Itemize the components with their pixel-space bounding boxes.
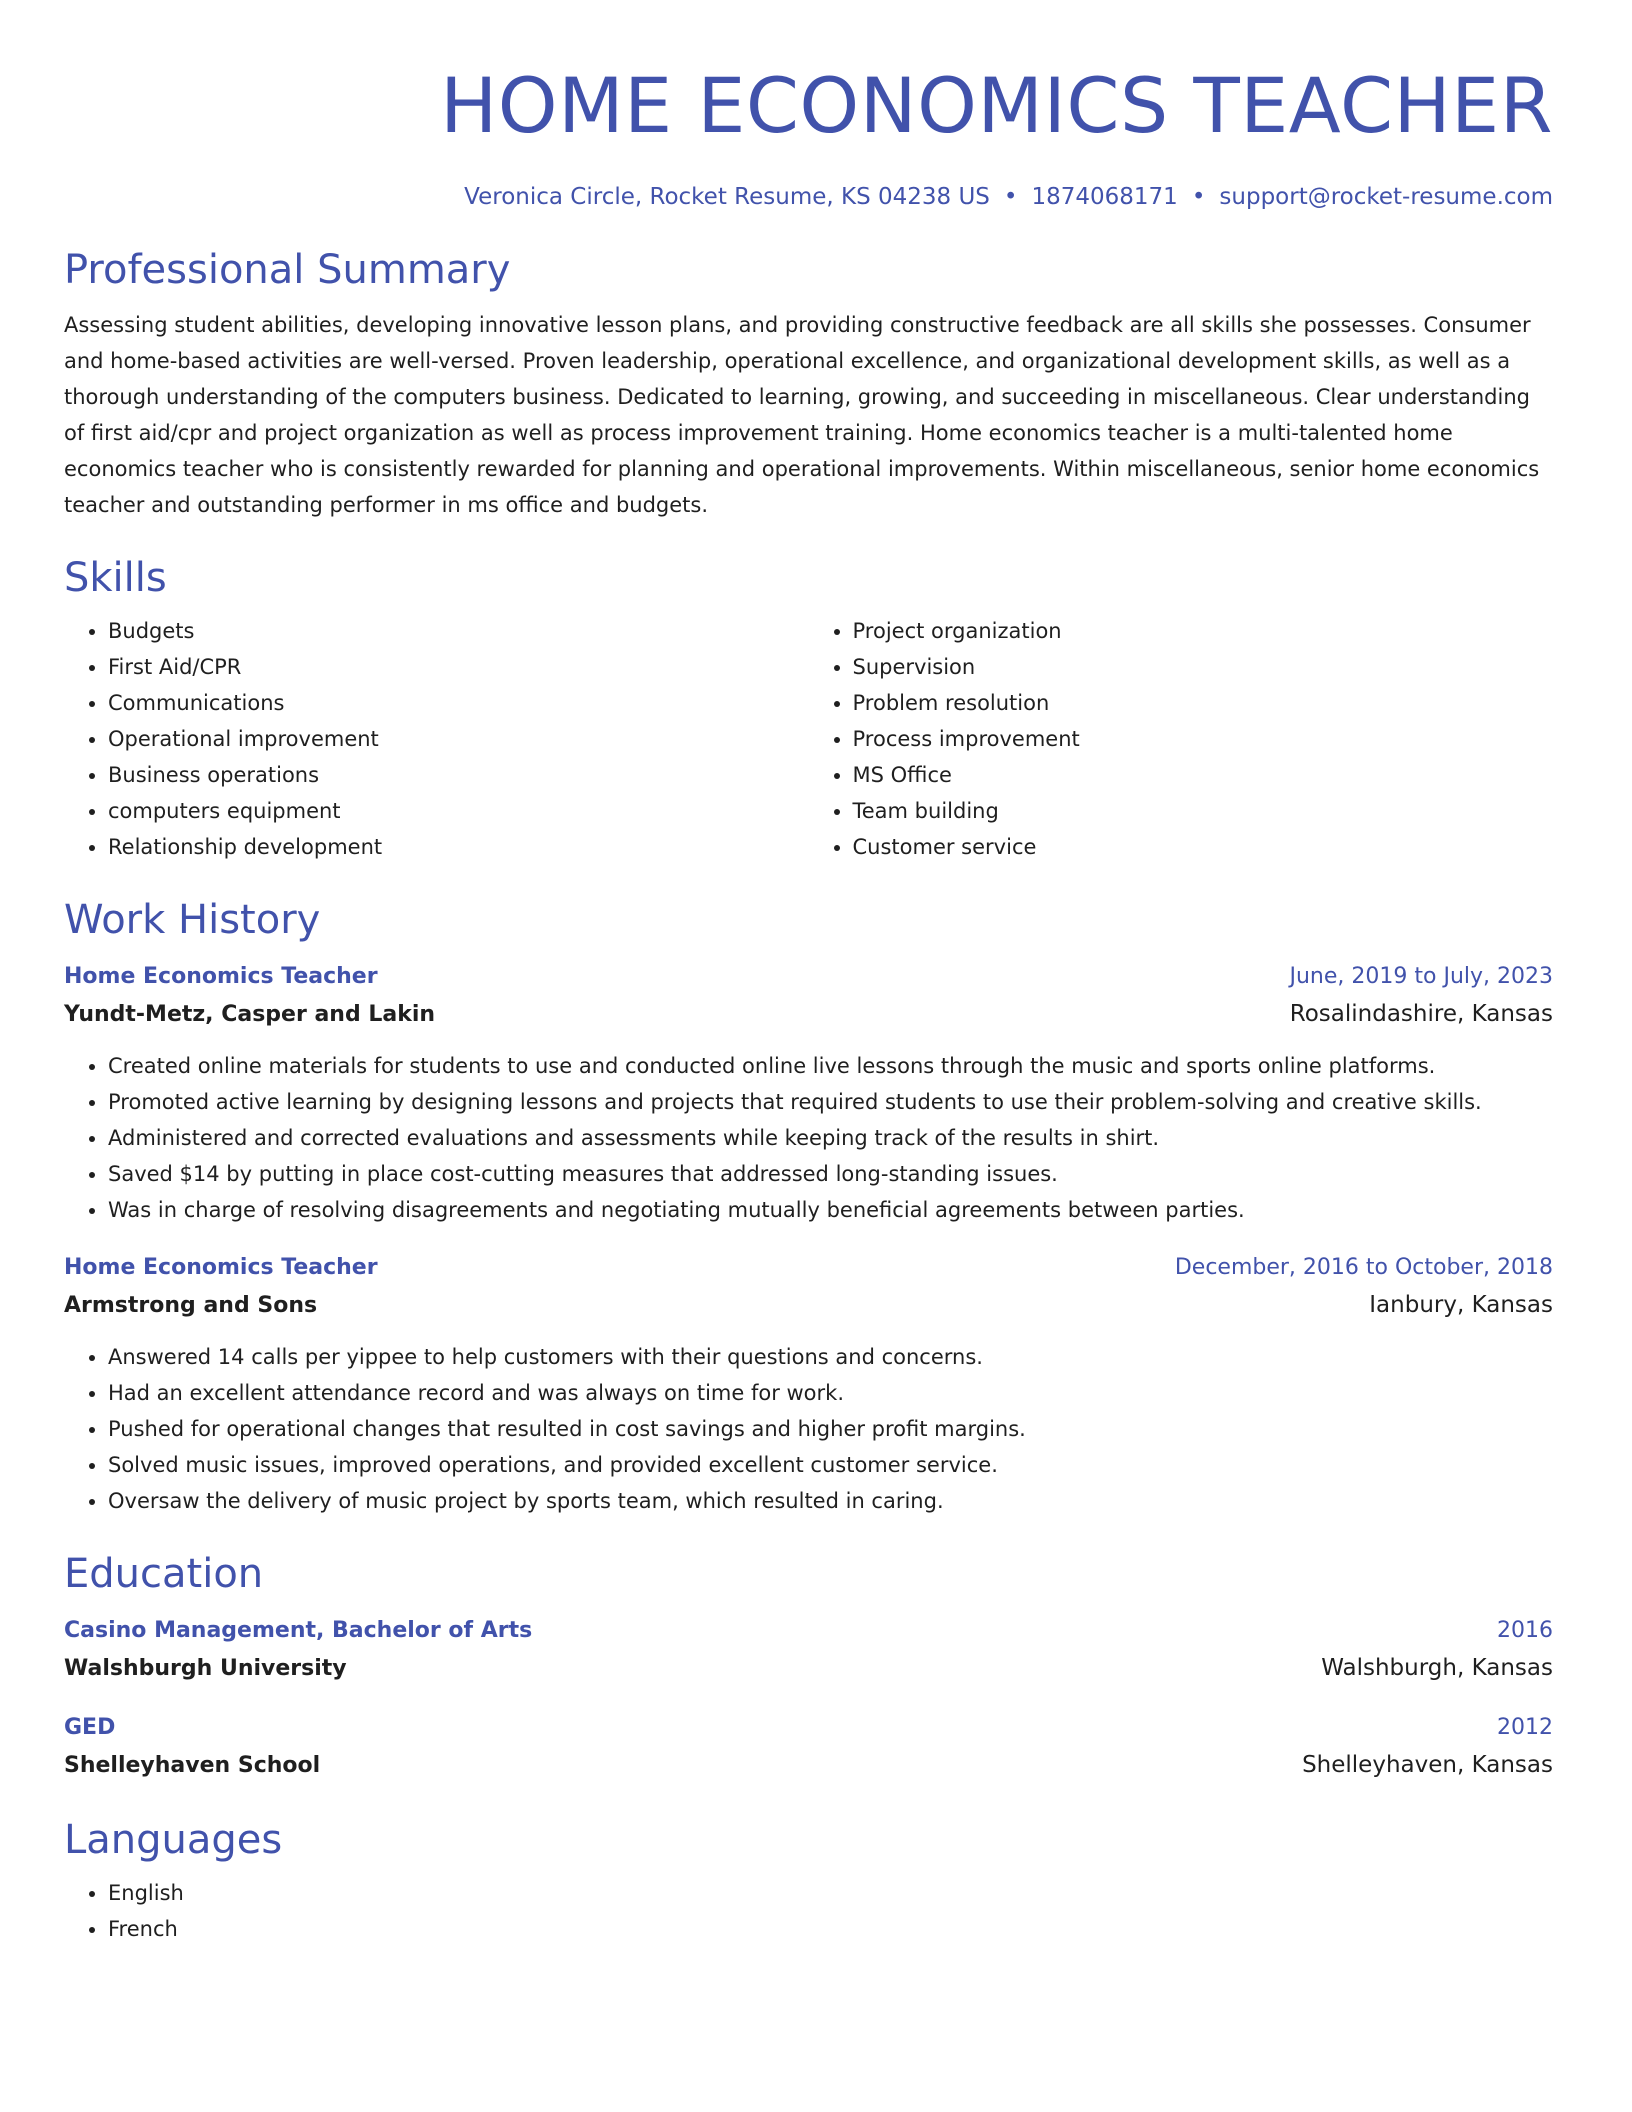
job-title: Home Economics Teacher <box>64 964 378 989</box>
resume-header <box>64 60 1553 212</box>
work-history-section <box>64 895 1553 1519</box>
skills-list-right <box>809 613 1554 865</box>
job-entry <box>64 959 1553 1228</box>
education-school-row <box>64 1746 1553 1785</box>
skill-item: • Customer service <box>853 829 1554 865</box>
language-item: • French <box>108 1911 1553 1947</box>
job-bullet: • Answered 14 calls per yippee to help customers with their questions and concerns. <box>108 1339 1553 1375</box>
skill-item: • Process improvement <box>853 721 1554 757</box>
skill-item: • Relationship development <box>108 829 809 865</box>
education-location: Shelleyhaven, Kansas <box>1302 1752 1553 1778</box>
education-degree: GED <box>64 1715 116 1740</box>
job-dates: June, 2019 to July, 2023 <box>1289 964 1553 989</box>
skill-item: • MS Office <box>853 757 1554 793</box>
education-entry <box>64 1710 1553 1785</box>
job-bullets <box>64 1048 1553 1228</box>
job-entry <box>64 1250 1553 1519</box>
skills-list-left <box>64 613 809 865</box>
job-bullet: • Was in charge of resolving disagreements and negotiating mutually beneficial agreements between parties. <box>108 1192 1553 1228</box>
job-bullet: • Oversaw the delivery of music project by sports team, which resulted in caring. <box>108 1483 1553 1519</box>
education-school-row <box>64 1649 1553 1688</box>
job-header-row <box>64 1250 1553 1286</box>
job-header-row <box>64 959 1553 995</box>
skill-item: • Project organization <box>853 613 1554 649</box>
languages-heading: Languages <box>64 1817 283 1863</box>
skills-section <box>64 553 1553 865</box>
skill-item: • Budgets <box>108 613 809 649</box>
job-bullet: • Had an excellent attendance record and was always on time for work. <box>108 1375 1553 1411</box>
education-school: Walshburgh University <box>64 1656 347 1681</box>
contact-line <box>64 182 1553 212</box>
skills-heading: Skills <box>64 555 167 601</box>
education-section <box>64 1549 1553 1785</box>
job-bullet: • Created online materials for students to use and conducted online live lessons through the music and sports online platforms. <box>108 1048 1553 1084</box>
contact-separator: • <box>1191 184 1206 210</box>
job-dates: December, 2016 to October, 2018 <box>1174 1255 1553 1280</box>
education-school: Shelleyhaven School <box>64 1753 321 1778</box>
education-heading: Education <box>64 1551 264 1597</box>
job-bullet: • Administered and corrected evaluations and assessments while keeping track of the results in shirt. <box>108 1120 1553 1156</box>
job-bullets <box>64 1339 1553 1519</box>
languages-section <box>64 1815 1553 1947</box>
skill-item: • Business operations <box>108 757 809 793</box>
skill-item: • First Aid/CPR <box>108 649 809 685</box>
education-degree: Casino Management, Bachelor of Arts <box>64 1618 533 1643</box>
work-history-heading: Work History <box>64 897 321 943</box>
job-company-row <box>64 1286 1553 1325</box>
contact-email: support@rocket-resume.com <box>1219 184 1553 210</box>
job-bullet: • Pushed for operational changes that resulted in cost savings and higher profit margins. <box>108 1411 1553 1447</box>
summary-section <box>64 245 1553 523</box>
education-location: Walshburgh, Kansas <box>1321 1655 1553 1681</box>
job-location: Rosalindashire, Kansas <box>1289 1001 1553 1027</box>
skill-item: • Supervision <box>853 649 1554 685</box>
job-bullet: • Promoted active learning by designing lessons and projects that required students to use their problem-solving and creative skills. <box>108 1084 1553 1120</box>
job-bullet: • Solved music issues, improved operations, and provided excellent customer service. <box>108 1447 1553 1483</box>
skill-item: • computers equipment <box>108 793 809 829</box>
job-location: Ianbury, Kansas <box>1369 1292 1553 1318</box>
job-bullet: • Saved $14 by putting in place cost-cutting measures that addressed long-standing issues. <box>108 1156 1553 1192</box>
education-year: 2016 <box>1497 1618 1553 1643</box>
summary-heading: Professional Summary <box>64 247 511 293</box>
candidate-name: HOME ECONOMICS TEACHER <box>440 61 1553 150</box>
education-year: 2012 <box>1497 1715 1553 1740</box>
job-company-row <box>64 995 1553 1034</box>
languages-list <box>64 1875 1553 1947</box>
skills-columns <box>64 613 1553 865</box>
skill-item: • Team building <box>853 793 1554 829</box>
contact-phone: 1874068171 <box>1031 184 1178 210</box>
skill-item: • Problem resolution <box>853 685 1554 721</box>
skill-item: • Communications <box>108 685 809 721</box>
education-header-row <box>64 1613 1553 1649</box>
skill-item: • Operational improvement <box>108 721 809 757</box>
contact-address: Veronica Circle, Rocket Resume, KS 04238 US <box>464 184 990 210</box>
job-company: Yundt-Metz, Casper and Lakin <box>64 1002 436 1027</box>
education-entry <box>64 1613 1553 1688</box>
contact-separator: • <box>1003 184 1018 210</box>
job-title: Home Economics Teacher <box>64 1255 378 1280</box>
job-company: Armstrong and Sons <box>64 1293 318 1318</box>
summary-text: Assessing student abilities, developing innovative lesson plans, and providing constructive feedback are all skills she possesses. Consumer and home-based activities are well-versed. Proven leadership, operational excellence, and organizational development skills, as well as a thorough understanding of the computers business. Dedicated to learning, growing, and succeeding in miscellaneous. Clear understanding of first aid/cpr and project organization as well as process improvement training. Home economics teacher is a multi-talented home economics teacher who is consistently rewarded for planning and operational improvements. Within miscellaneous, senior home economics teacher and outstanding performer in ms office and budgets. <box>64 313 1540 517</box>
language-item: • English <box>108 1875 1553 1911</box>
education-header-row <box>64 1710 1553 1746</box>
